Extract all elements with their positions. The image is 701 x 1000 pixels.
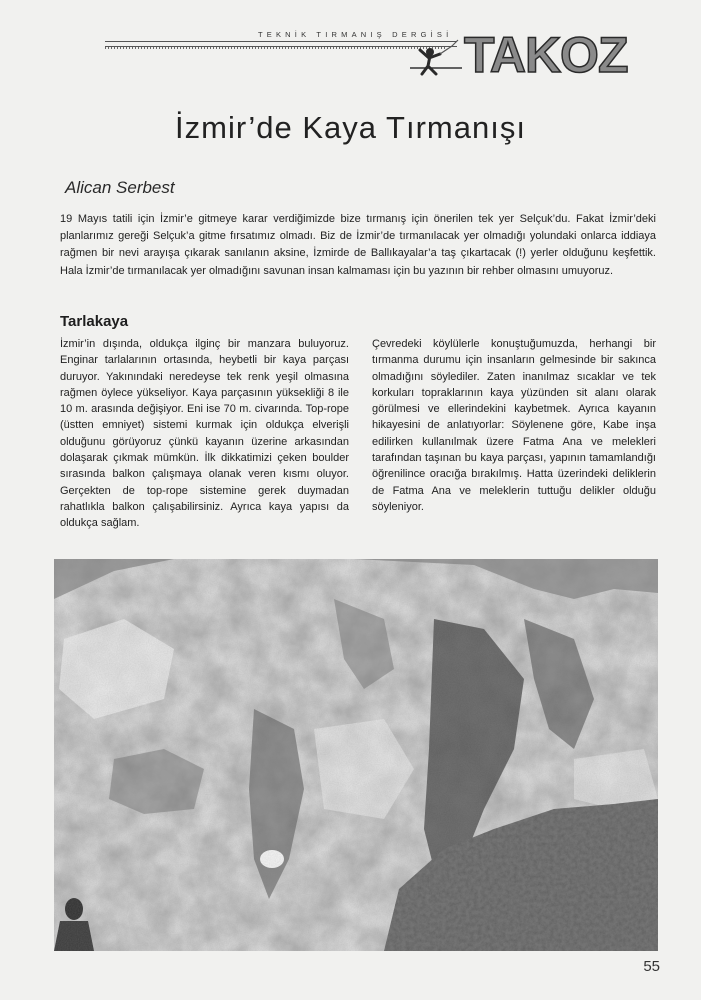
rock-photo <box>54 559 658 951</box>
article-title: İzmir’de Kaya Tırmanışı <box>175 110 526 145</box>
logo-wordmark: TAKOZ <box>464 27 628 83</box>
column-right-paragraph: Çevredeki köylülerle konuştuğumuzda, herhangi bir tırmanma durumu için insanların gelmesinde bir sakınca olmadığını söylediler. Zaten inanılmaz sıcaklar ve tek korkuları topraklarının kaya yüzünden sit alanı olarak görülmesi ve ellerindekini kaybetmek. Ayrıca kayanın hikayesini de anlatıyorlar: Söylenene göre, Kabe inşa edilirken kullanılmak üzere Fatma Ana ve melekleri tarafından taşınan bu kaya parçası, yapının tamamlandığı öğrenilince oracığa bırakılmış. Hatta üzerindeki deliklerin de Fatma Ana ve meleklerin tuttuğu delikler olduğu söyleniyor. <box>372 338 656 513</box>
article-author: Alican Serbest <box>65 178 175 197</box>
text-column-left <box>60 336 349 532</box>
magazine-logo <box>406 27 656 83</box>
page-number: 55 <box>643 958 660 975</box>
text-column-right <box>372 336 656 515</box>
article-intro: 19 Mayıs tatili için İzmir’e gitmeye karar verdiğimizde bize tırmanış için önerilen tek yer Selçuk’du. Fakat İzmir’deki planlarımız gereği Selçuk’a gitme fırsatımız olmadı. Biz de İzmir’de tırmanılacak yer olmadığı yolundaki onlarca iddiaya rağmen bir nevi arayışa çıkarak sanılanın aksine, İzmirde de Ballıkayalar’a taş çıkartacak (!) yerler olduğunu keşfettik. Hala İzmir’de tırmanılacak yer olmadığını savunan insan kalmaması için bu yazının bir rehber olmasını umuyoruz. <box>60 213 656 277</box>
rock-photo-drawing <box>54 559 658 951</box>
section-heading: Tarlakaya <box>60 313 129 330</box>
column-left-paragraph: İzmir’in dışında, oldukça ilginç bir manzara buluyoruz. Enginar tarlalarının ortasında, heybetli bir kaya parçası duruyor. Yakınındaki neredeyse tek renk yeşil olmasına rağmen öylece yükseliyor. Kaya parçasının yüksekliği 8 ile 10 m. arasında değişiyor. Eni ise 70 m. civarında. Top-rope (üstten emniyet) sistemi kurmak için oldukça elverişli olduğunu görüyoruz çünkü kayanın üzerine arkasından dolaşarak çıkmak mümkün. İlk dikkatimizi çeken boulder sırasında balkon çalışmaya olanak veren kısmı oluyor. Gerçekten de top-rope sistemine gerek duymadan rahatlıkla balkon çalışabilirsiniz. Ayrıca kaya yapısı da oldukça sağlam. <box>60 338 349 530</box>
magazine-series-text: TEKNİK TIRMANIŞ DERGİSİ <box>258 30 453 39</box>
climber-icon <box>406 38 466 80</box>
header-rule-dotted <box>105 47 445 49</box>
